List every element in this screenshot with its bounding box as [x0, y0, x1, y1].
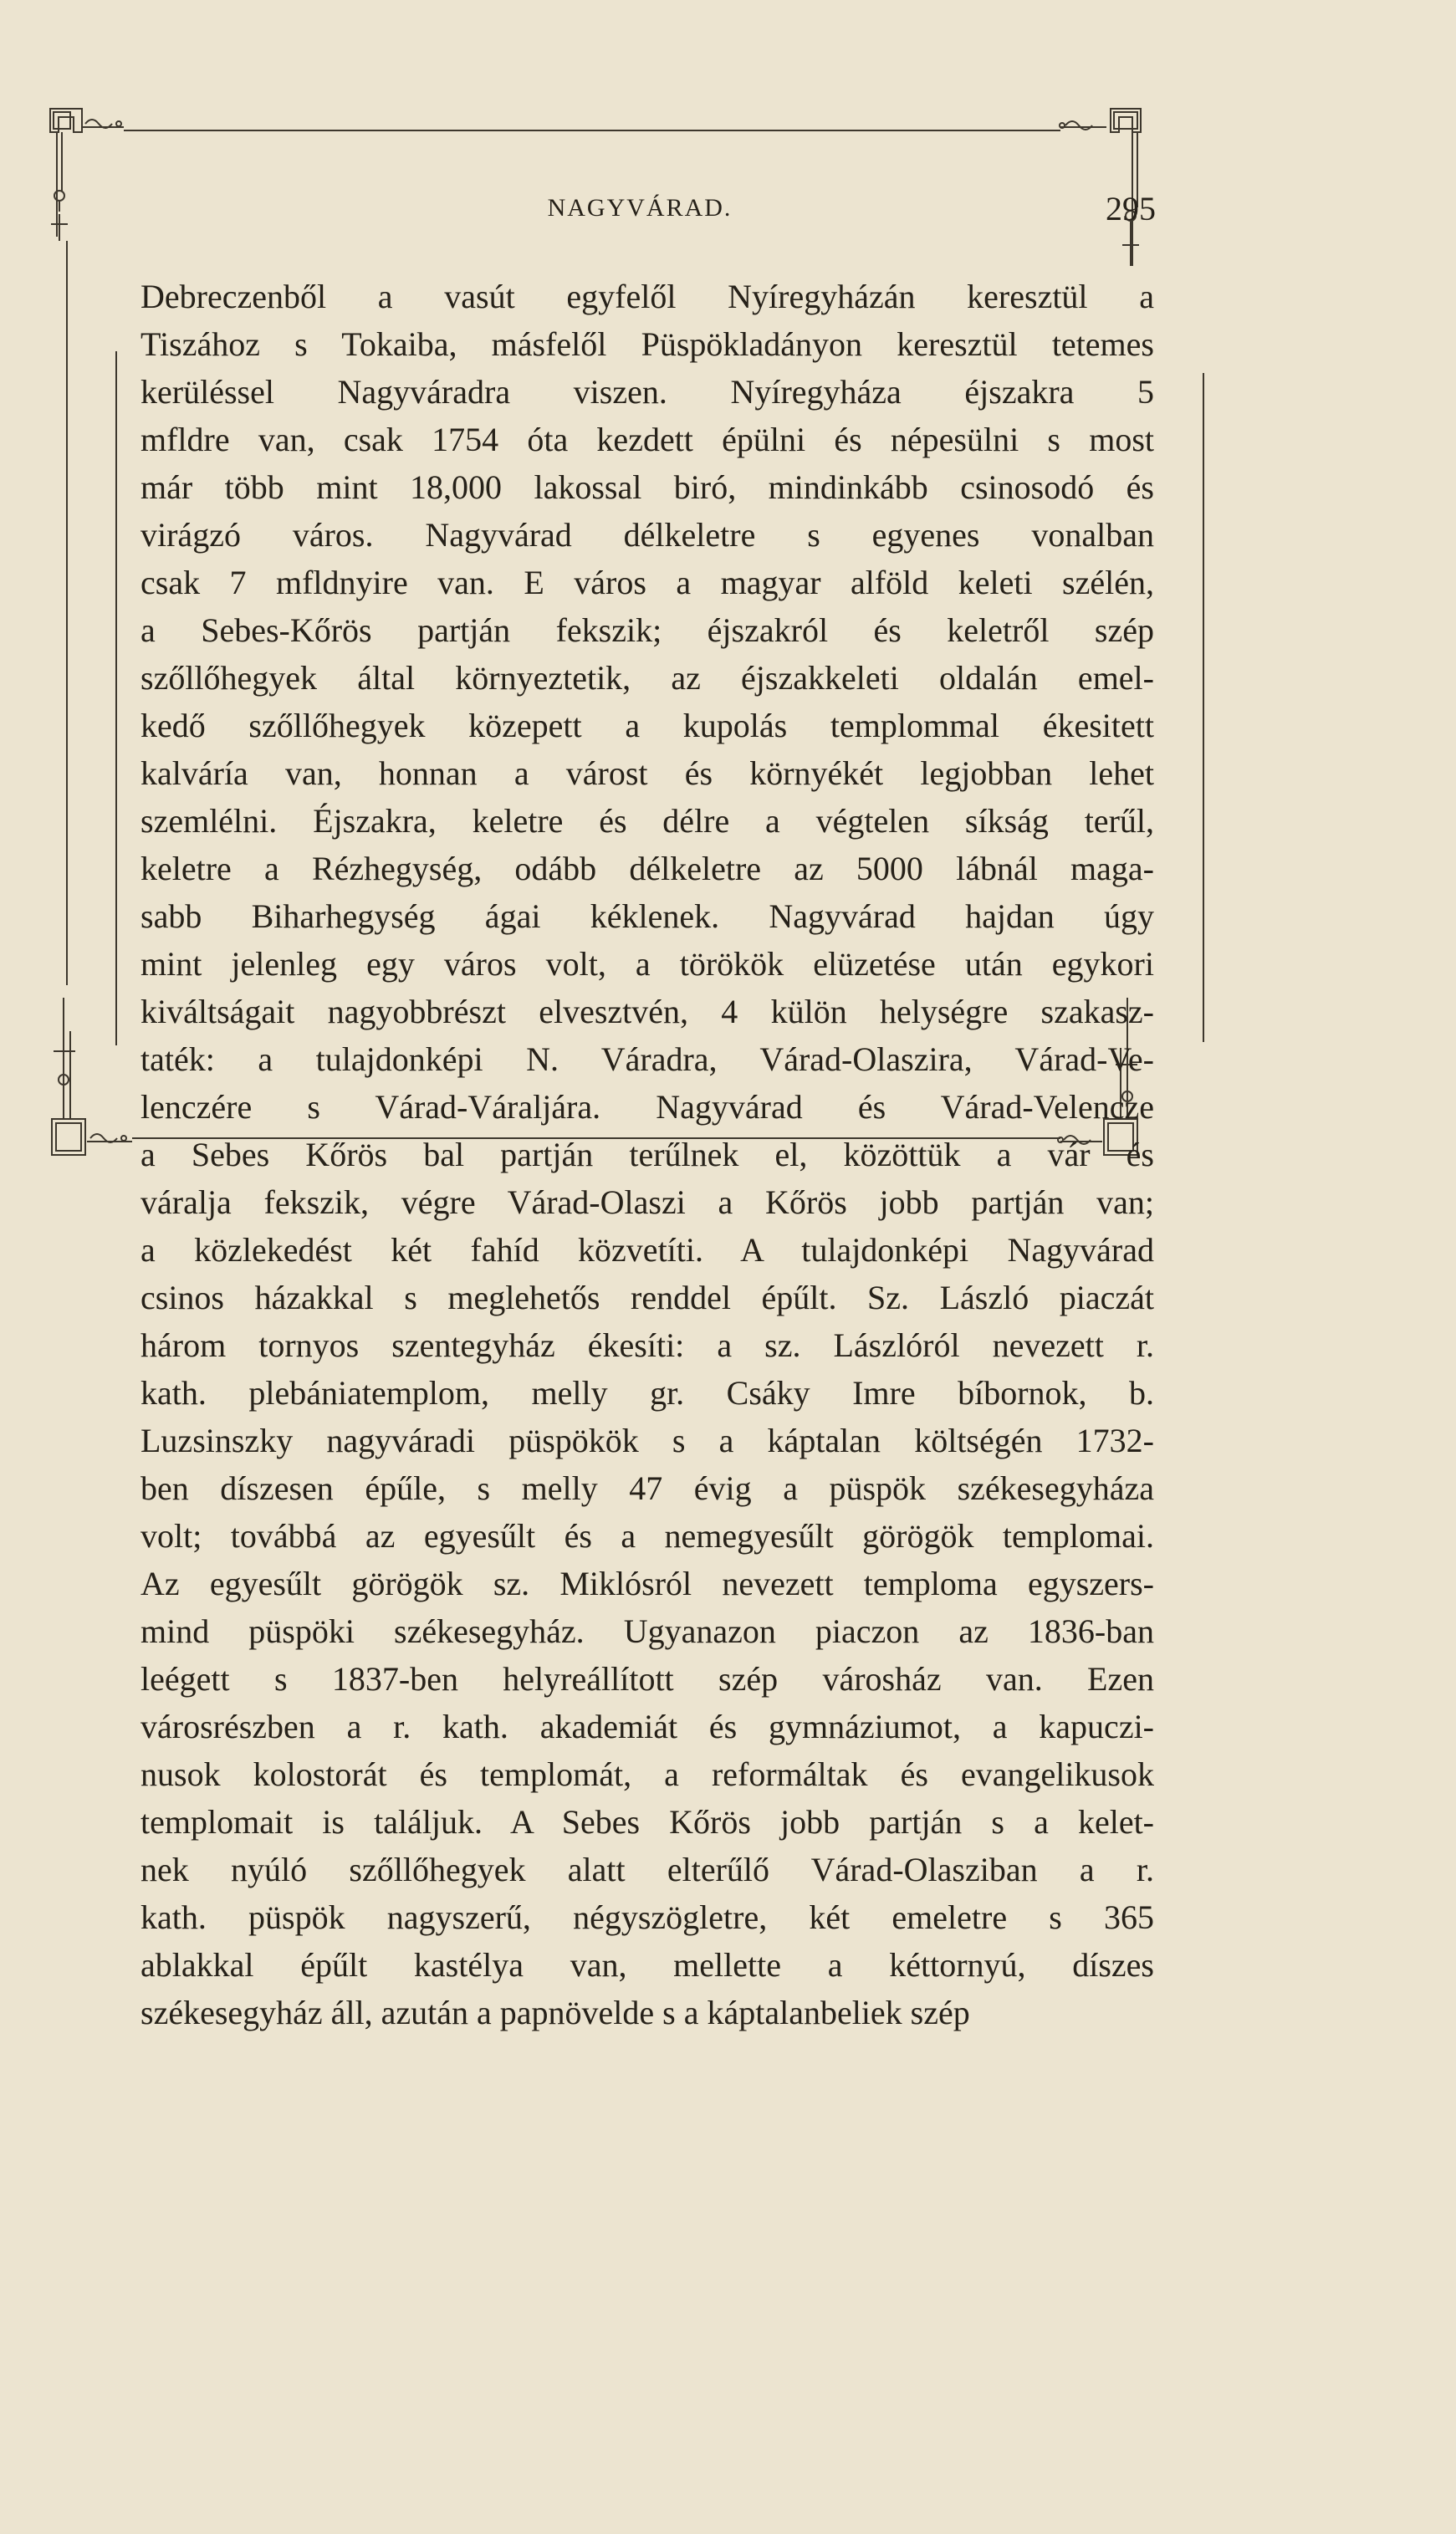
text-line: mfldre van, csak 1754 óta kezdett épülni és népesülni s most — [140, 421, 1154, 458]
text-line: szemlélni. Éjszakra, keletre és délre a végtelen síkság terűl, — [140, 802, 1154, 840]
text-line: váralja fekszik, végre Várad-Olaszi a Kőrös jobb partján van; — [140, 1183, 1154, 1221]
text-line: kiváltságait nagyobbrészt elvesztvén, 4 külön helységre szakasz- — [140, 993, 1154, 1030]
text-line: lenczére s Várad-Váraljára. Nagyvárad és Várad-Velencze — [140, 1088, 1154, 1126]
text-line: a Sebes-Kőrös partján fekszik; éjszakról és keletről szép — [140, 611, 1154, 649]
text-line: már több mint 18,000 lakossal biró, mindinkább csinosodó és — [140, 468, 1154, 506]
text-line: nusok kolostorát és templomát, a reformáltak és evangelikusok — [140, 1755, 1154, 1793]
text-line: kath. püspök nagyszerű, négyszögletre, két emeletre s 365 — [140, 1898, 1154, 1936]
page-number: 295 — [1106, 190, 1156, 227]
text-line: városrészben a r. kath. akademiát és gymnáziumot, a kapuczi- — [140, 1708, 1154, 1745]
text-line: ablakkal épűlt kastélya van, mellette a kéttornyú, díszes — [140, 1946, 1154, 1984]
text-line: leégett s 1837-ben helyreállított szép városház van. Ezen — [140, 1660, 1154, 1698]
text-line: Luzsinszky nagyváradi püspökök s a káptalan költségén 1732- — [140, 1422, 1154, 1459]
text-line: székesegyház áll, azután a papnövelde s a káptalanbeliek szép — [140, 1994, 970, 2031]
text-line: keletre a Rézhegység, odább délkeletre az 5000 lábnál maga- — [140, 850, 1154, 887]
text-line: virágzó város. Nagyvárad délkeletre s egyenes vonalban — [140, 516, 1154, 554]
text-line: taték: a tulajdonképi N. Váradra, Várad-Olaszira, Várad-Ve- — [140, 1040, 1154, 1078]
text-line: Az egyesűlt görögök sz. Miklósról nevezett temploma egyszers- — [140, 1565, 1154, 1602]
text-line: kalváría van, honnan a várost és környékét legjobban lehet — [140, 754, 1154, 792]
body-text — [140, 273, 1154, 2036]
text-line: mind püspöki székesegyház. Ugyanazon piaczon az 1836-ban — [140, 1612, 1154, 1650]
text-line: mint jelenleg egy város volt, a törökök elüzetése után egykori — [140, 945, 1154, 983]
text-line: templomait is találjuk. A Sebes Kőrös jobb partján s a kelet- — [140, 1803, 1154, 1841]
text-line: kath. plebániatemplom, melly gr. Csáky Imre bíbornok, b. — [140, 1374, 1154, 1412]
running-head: NAGYVÁRAD. — [547, 194, 733, 222]
text-line: csinos házakkal s meglehetős renddel épűlt. Sz. László piaczát — [140, 1279, 1154, 1316]
left-border-rule — [115, 351, 117, 1045]
text-line: három tornyos szentegyház ékesíti: a sz. Lászlóról nevezett r. — [140, 1326, 1154, 1364]
text-line: a Sebes Kőrös bal partján terűlnek el, közöttük a vár és — [140, 1136, 1154, 1173]
text-line: Tiszához s Tokaiba, másfelől Püspökladányon keresztül tetemes — [140, 325, 1154, 363]
text-line: ben díszesen épűle, s melly 47 évig a püspök székesegyháza — [140, 1469, 1154, 1507]
right-border-rule — [1203, 373, 1204, 1042]
text-line: a közlekedést két fahíd közvetíti. A tulajdonképi Nagyvárad — [140, 1231, 1154, 1269]
text-line: csak 7 mfldnyire van. E város a magyar alföld keleti szélén, — [140, 564, 1154, 601]
text-line: sabb Biharhegység ágai kéklenek. Nagyvárad hajdan úgy — [140, 897, 1154, 935]
text-line: nek nyúló szőllőhegyek alatt elterűlő Várad-Olasziban a r. — [140, 1851, 1154, 1888]
text-line: volt; továbbá az egyesűlt és a nemegyesűlt görögök templomai. — [140, 1517, 1154, 1555]
text-line: szőllőhegyek által környeztetik, az éjszakkeleti oldalán emel- — [140, 659, 1154, 697]
page-header — [124, 190, 1156, 244]
text-line: kerüléssel Nagyváradra viszen. Nyíregyháza éjszakra 5 — [140, 373, 1154, 411]
text-line: kedő szőllőhegyek közepett a kupolás templommal ékesitett — [140, 707, 1154, 744]
text-line: Debreczenből a vasút egyfelől Nyíregyházán keresztül a — [140, 278, 1154, 315]
